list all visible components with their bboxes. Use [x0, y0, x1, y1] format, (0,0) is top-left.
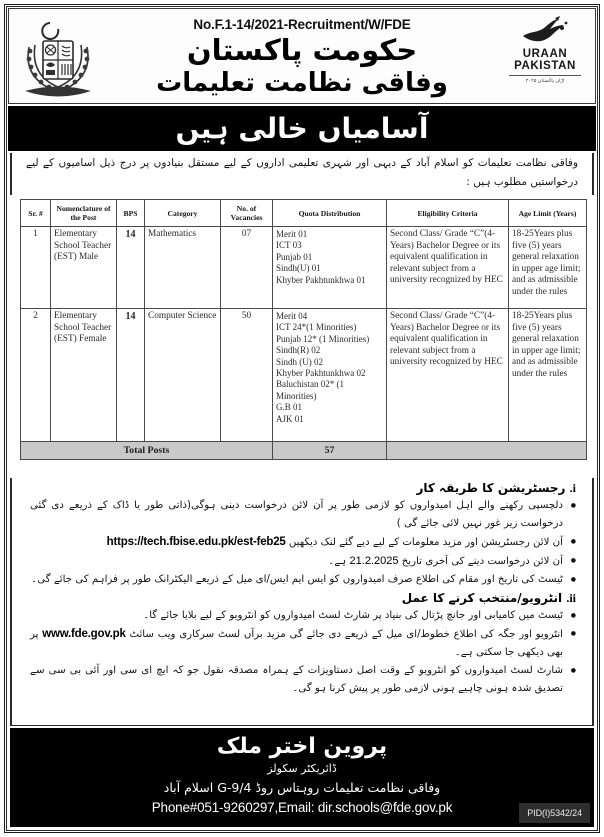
- application-deadline-date: 21.2.2025: [349, 555, 399, 567]
- instruction-text: ٹیسٹ میں کامیابی اور جانچ پڑتال کی بنیاد پر شارٹ لسٹ امیدواروں کو انٹرویو کے لیے بلایا جائے گا۔: [143, 610, 563, 621]
- cell-eligibility: Second Class/ Grade “C”(4-Years) Bachelor Degree or its equivalent qualification in relevant subject from a university recognized by HEC: [387, 227, 509, 309]
- table-row: [21, 309, 587, 442]
- quota-line: Khyber Pakhtunkhwa 02: [276, 368, 366, 379]
- quota-line: Sindh (U) 02: [276, 356, 323, 367]
- col-header-quota: Quota Distribution: [273, 200, 387, 227]
- list-item: [28, 571, 576, 589]
- quota-line: Merit 04: [276, 311, 308, 321]
- cell-bps: 14: [117, 227, 145, 309]
- instruction-text: ٹیسٹ کی تاریخ اور مقام کی اطلاع صرف امیدواروں کو ایس ایم ایس/ای میل کے ذریعے الیکٹرانک طور پر فراہم کی جائے گی۔: [31, 574, 563, 585]
- total-posts-row: [21, 442, 587, 460]
- footer-band: [10, 728, 594, 827]
- quota-line: Khyber Pakhtunkhwa 01: [276, 274, 366, 285]
- cell-category: Mathematics: [145, 227, 221, 309]
- quota-line: AJK 01: [276, 413, 304, 424]
- instruction-text: دلچسپی رکھنے والے اہل امیدواروں کو لازمی طور پر آن لائن درخواست دینی ہوگی(ذاتی طور یا ڈاک کے ذریعے دی گئی درخواست زیر غور نہیں لائی جائے گی ): [30, 500, 563, 529]
- cell-age-limit: 18-25Years plus five (5) years general relaxation in upper age limit; and as admissible under the rules: [509, 309, 587, 442]
- list-item: [28, 607, 576, 625]
- instruction-text: شارٹ لسٹ امیدواروں کو انٹرویو کے وقت اصل دستاویزات کے ہمراہ مصدقہ نقول جو کہ ایچ ای سی اور آئی بی سی سے تصدیق شدہ ہونی چاہیے ہونی لازمی طور پر پیش کرنا ہو گی۔: [30, 665, 563, 694]
- cell-eligibility: Second Class/ Grade “C”(4-Years) Bachelor Degree or its equivalent qualification in relevant subject from a university recognized by HEC: [387, 309, 509, 442]
- cell-vacancies: 50: [221, 309, 273, 442]
- instruction-text: آن لائن درخواست دینے کی آخری تاریخ: [401, 556, 563, 567]
- header-band: [8, 8, 596, 104]
- col-header-sr: Sr. #: [21, 200, 51, 227]
- col-header-eligibility: Eligibility Criteria: [387, 200, 509, 227]
- total-posts-blank: [387, 442, 587, 460]
- cell-sr: 2: [21, 309, 51, 442]
- file-number: No.F.1-14/2021-Recruitment/W/FDE: [193, 17, 411, 32]
- cell-post: Elementary School Teacher (EST) Female: [51, 309, 117, 442]
- cell-vacancies: 07: [221, 227, 273, 309]
- registration-instruction-list: [28, 497, 576, 589]
- quota-line: ICT 24*(1 Minorities): [276, 322, 357, 333]
- uraan-logo-line2: PAKISTAN: [514, 59, 576, 72]
- instructions-section: [10, 478, 594, 726]
- quota-line: G.B 01: [276, 402, 303, 413]
- quota-line: Sindh(U) 01: [276, 263, 321, 274]
- uraan-logo-line1: URAAN: [522, 48, 568, 60]
- vacancy-table-wrapper: [20, 199, 586, 460]
- quota-line: ICT 03: [276, 240, 302, 251]
- list-item: [28, 497, 576, 533]
- office-address: وفاقی نظامت تعلیمات روہتاس روڈ G-9/4 اسلام آباد: [163, 780, 441, 795]
- col-header-age: Age Limit (Years): [509, 200, 587, 227]
- list-item: [28, 625, 576, 662]
- section-title-2: انٹرویو/منتخب کرنے کا عمل: [401, 591, 563, 605]
- cell-quota: [273, 309, 387, 442]
- table-header-row: [21, 200, 587, 227]
- cell-bps: 14: [117, 309, 145, 442]
- list-item: [28, 533, 576, 552]
- government-title-line2: وفاقی نظامت تعلیمات: [156, 68, 448, 98]
- official-website-link[interactable]: www.fde.gov.pk: [42, 628, 126, 640]
- cell-post: Elementary School Teacher (EST) Male: [51, 227, 117, 309]
- total-posts-value: 57: [273, 442, 387, 460]
- section-numeral-1: i.: [569, 481, 576, 495]
- uraan-pakistan-logo: [499, 12, 591, 102]
- quota-line: Baluchistan 02* (1 Minorities): [276, 379, 344, 401]
- instruction-text-after: پر بھی دیکھی جا سکتی ہے۔: [30, 629, 563, 658]
- section-heading-interview: [28, 590, 576, 607]
- cell-quota: [273, 227, 387, 309]
- cell-age-limit: 18-25Years plus five (5) years general relaxation in upper age limit; and as admissible under the rules: [509, 227, 587, 309]
- list-item: [28, 552, 576, 571]
- intro-paragraph: وفاقی نظامت تعلیمات کو اسلام آباد کے دیہی اور شہری تعلیمی اداروں کے لیے مستقل بنیادوں پر درج ذیل اسامیوں کے لیے درخواستیں مطلوب ہیں :: [10, 153, 594, 195]
- quota-line: Sindh(R) 02: [276, 345, 321, 356]
- cell-category: Computer Science: [145, 309, 221, 442]
- col-header-vacancies: No. of Vacancies: [221, 200, 273, 227]
- signatory-designation: ڈائریکٹر سکولز: [267, 762, 337, 775]
- instruction-text: آن لائن رجسٹریشن اور مزید معلومات کے لیے دیے گئے لنک دیکھیں: [288, 537, 563, 548]
- registration-link[interactable]: https://tech.fbise.edu.pk/est-feb25: [106, 536, 286, 548]
- section-title-1: رجسٹریشن کا طریقہ کار: [416, 481, 566, 495]
- col-header-bps: BPS: [117, 200, 145, 227]
- uraan-bird-map-icon: [517, 14, 573, 48]
- total-posts-label: Total Posts: [21, 442, 273, 460]
- interview-instruction-list: [28, 607, 576, 698]
- uraan-logo-tagline: اڑان پاکستان ۲۰۲۵: [509, 75, 581, 84]
- col-header-category: Category: [145, 200, 221, 227]
- cell-sr: 1: [21, 227, 51, 309]
- quota-line: Merit 01: [276, 229, 308, 239]
- government-title-line1: حکومت پاکستان: [186, 33, 418, 67]
- section-heading-registration: [28, 480, 576, 497]
- pid-number: PID(I)5342/24: [519, 803, 590, 823]
- table-row: [21, 227, 587, 309]
- vacancy-table: [20, 199, 587, 460]
- list-item: [28, 662, 576, 698]
- section-numeral-2: ii.: [566, 591, 576, 605]
- vacancies-banner: آسامیاں خالی ہیں: [8, 106, 596, 151]
- signatory-name: پروین اختر ملک: [216, 734, 388, 759]
- quota-line: Punjab 01: [276, 251, 313, 262]
- instruction-text: انٹرویو اور جگہ کی اطلاع خطوط/ای میل کے ذریعے دی جائے گی مزید برآں لسٹ سرکاری ویب سائٹ: [129, 629, 563, 640]
- contact-details: Phone#051-9260297,Email: dir.schools@fde.gov.pk: [151, 800, 453, 815]
- quota-line: Punjab 12* (1 Minorities): [276, 333, 370, 344]
- instruction-text-after: ہے۔: [328, 556, 347, 567]
- col-header-post: Nomenclature of the Post: [51, 200, 117, 227]
